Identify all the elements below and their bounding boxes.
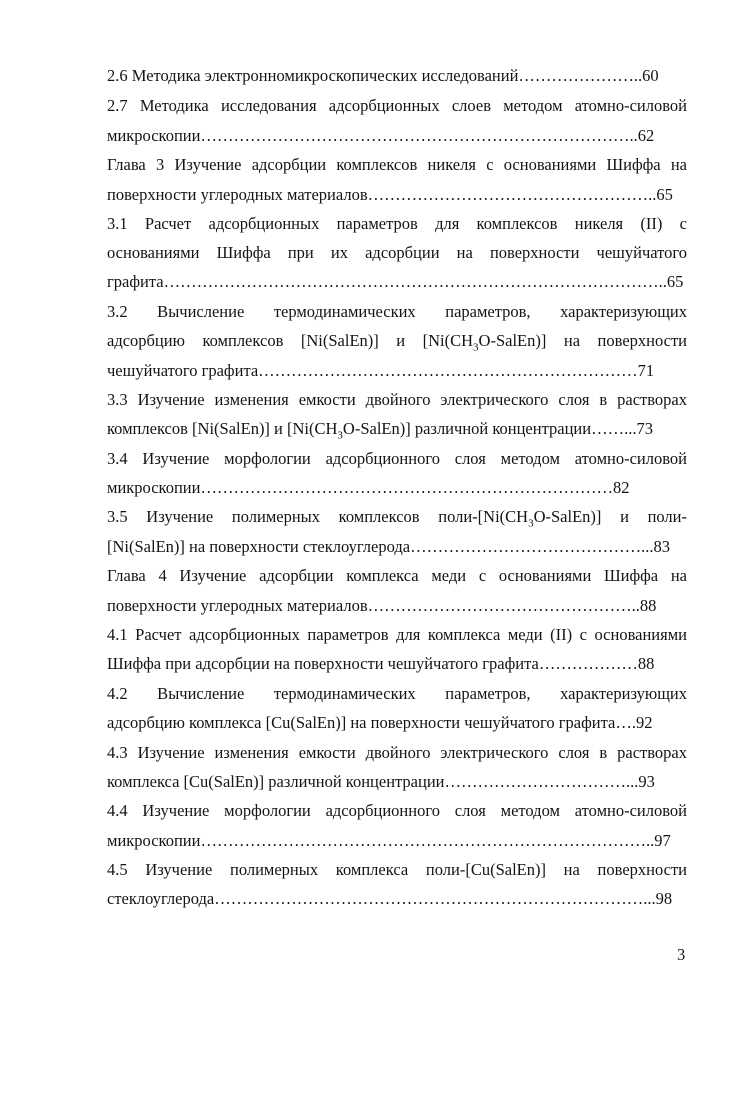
toc-entry-4-2-line-1: 4.2 Вычисление термодинамических параметров, характеризующих xyxy=(107,684,687,703)
toc-entry-3-4-line-2: микроскопии…………………………………………………………………82 xyxy=(107,478,630,497)
text-run: O-SalEn)] различной концентрации……...73 xyxy=(342,419,653,438)
toc-entry-4-3-line-1: 4.3 Изучение изменения емкости двойного электрического слоя в растворах xyxy=(107,743,687,762)
toc-chapter-4-line-1: Глава 4 Изучение адсорбции комплекса меди с основаниями Шиффа на xyxy=(107,566,687,585)
subscript: 3 xyxy=(473,341,479,351)
page-number: 3 xyxy=(677,945,686,964)
toc-entry-3-2-line-2 xyxy=(107,331,687,351)
toc-entry-4-1-line-1: 4.1 Расчет адсорбционных параметров для комплекса меди (II) с основаниями xyxy=(107,625,687,644)
text-run: комплексов [Ni(SalEn)] и [Ni(CH xyxy=(107,419,338,438)
toc-entry-2-7-line-2: микроскопии……………………………………………………………………..62 xyxy=(107,126,655,145)
toc-entry-4-3-line-2: комплекса [Cu(SalEn)] различной концентрации……………………………...93 xyxy=(107,772,655,791)
text-run: O-SalEn)] на поверхности xyxy=(478,331,687,350)
subscript: 3 xyxy=(528,517,534,527)
toc-entry-4-2-line-2: адсорбцию комплекса [Cu(SalEn)] на поверхности чешуйчатого графита….92 xyxy=(107,713,653,732)
text-run: 3.5 Изучение полимерных комплексов поли-[Ni(CH xyxy=(107,507,529,526)
toc-entry-3-5-line-2: [Ni(SalEn)] на поверхности стеклоуглерода……………………………………...83 xyxy=(107,537,670,556)
toc-entry-3-3-line-2 xyxy=(107,419,687,439)
toc-chapter-3-line-1: Глава 3 Изучение адсорбции комплексов никеля с основаниями Шиффа на xyxy=(107,155,687,174)
toc-entry-2-6: 2.6 Методика электронномикроскопических исследований…………………..60 xyxy=(107,66,659,85)
subscript: 3 xyxy=(337,429,343,439)
text-run: адсорбцию комплексов [Ni(SalEn)] и [Ni(CH xyxy=(107,331,474,350)
text-run: O-SalEn)] и поли- xyxy=(533,507,687,526)
toc-entry-3-2-line-1: 3.2 Вычисление термодинамических параметров, характеризующих xyxy=(107,302,687,321)
toc-entry-3-5-line-1 xyxy=(107,507,687,527)
toc-entry-3-2-line-3: чешуйчатого графита……………………………………………………………71 xyxy=(107,361,655,380)
toc-chapter-4-line-2: поверхности углеродных материалов…………………………………………..88 xyxy=(107,596,657,615)
toc-entry-4-4-line-2: микроскопии………………………………………………………………………..97 xyxy=(107,831,671,850)
toc-entry-3-1-line-2: основаниями Шиффа при их адсорбции на поверхности чешуйчатого xyxy=(107,243,687,262)
toc-entry-4-1-line-2: Шиффа при адсорбции на поверхности чешуйчатого графита………………88 xyxy=(107,654,655,673)
toc-entry-3-3-line-1: 3.3 Изучение изменения емкости двойного электрического слоя в растворах xyxy=(107,390,687,409)
toc-entry-3-4-line-1: 3.4 Изучение морфологии адсорбционного слоя методом атомно-силовой xyxy=(107,449,687,468)
toc-entry-3-1-line-3: графита………………………………………………………………………………..65 xyxy=(107,272,684,291)
toc-entry-3-1-line-1: 3.1 Расчет адсорбционных параметров для комплексов никеля (II) с xyxy=(107,214,687,233)
toc-entry-2-7-line-1: 2.7 Методика исследования адсорбционных слоев методом атомно-силовой xyxy=(107,96,687,115)
toc-entry-4-5-line-1: 4.5 Изучение полимерных комплекса поли-[Cu(SalEn)] на поверхности xyxy=(107,860,687,879)
toc-chapter-3-line-2: поверхности углеродных материалов……………………………………………..65 xyxy=(107,185,673,204)
toc-entry-4-5-line-2: стеклоуглерода……………………………………………………………………...98 xyxy=(107,889,673,908)
toc-entry-4-4-line-1: 4.4 Изучение морфологии адсорбционного слоя методом атомно-силовой xyxy=(107,801,687,820)
